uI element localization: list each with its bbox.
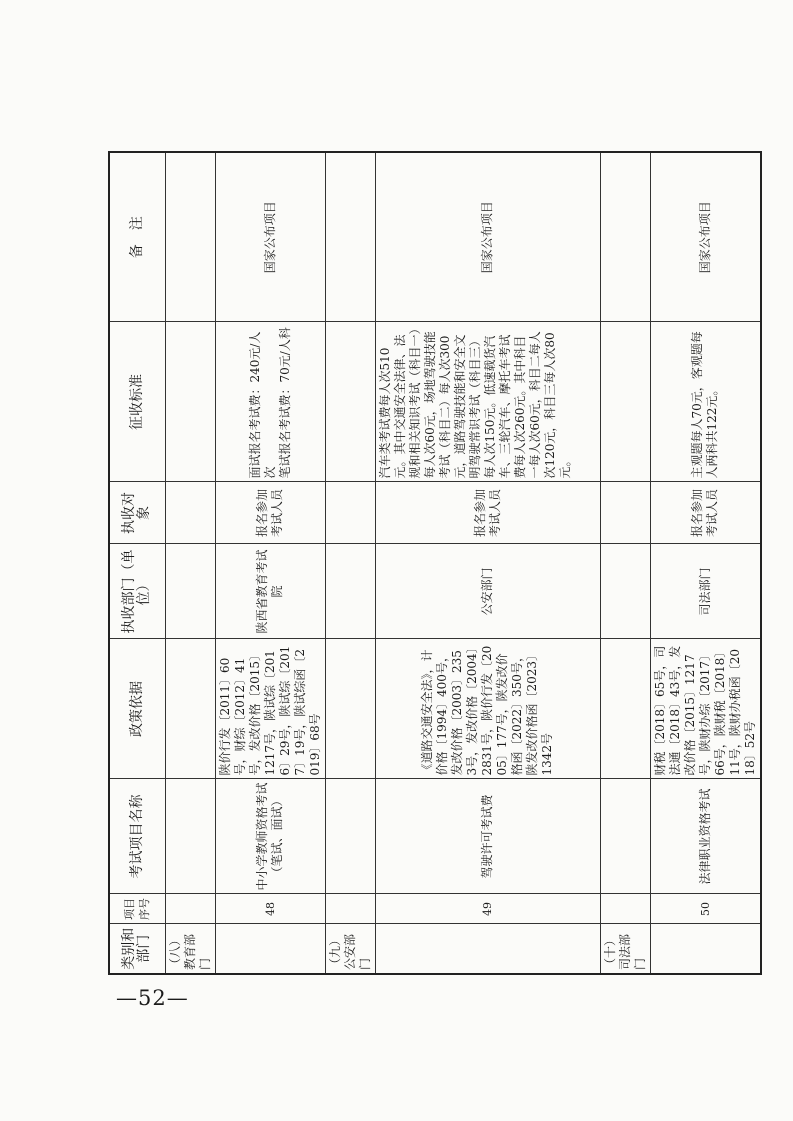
category-row bbox=[600, 152, 650, 974]
exam-name: 中小学教师资格考试（笔试、面试） bbox=[215, 779, 325, 894]
header-item-no: 项目序号 bbox=[109, 894, 165, 924]
category-cell: （十）司法部门 bbox=[600, 924, 650, 974]
rotated-table-container bbox=[108, 153, 757, 975]
payer: 报名参加考试人员 bbox=[215, 482, 325, 544]
table-header-row bbox=[109, 152, 165, 974]
category-cell: （九）公安部门 bbox=[325, 924, 375, 974]
category-row bbox=[325, 152, 375, 974]
fee-standard: 面试报名考试费：240元/人次 笔试报名考试费：70元/人科 bbox=[215, 322, 325, 482]
header-category: 类别和部门 bbox=[109, 924, 165, 974]
remark: 国家公布项目 bbox=[650, 152, 761, 322]
item-no: 49 bbox=[375, 894, 600, 924]
header-remark: 备 注 bbox=[109, 152, 165, 322]
item-no: 48 bbox=[215, 894, 325, 924]
fee-table bbox=[108, 151, 762, 975]
exam-name: 法律职业资格考试 bbox=[650, 779, 761, 894]
payer: 报名参加考试人员 bbox=[375, 482, 600, 544]
table-row bbox=[215, 152, 325, 974]
header-collecting-dept: 执收部门（单位） bbox=[109, 544, 165, 639]
fee-standard: 主观题每人70元，客观题每人两科共122元。 bbox=[650, 322, 761, 482]
table-row bbox=[650, 152, 761, 974]
header-payer: 执收对象 bbox=[109, 482, 165, 544]
header-fee-standard: 征收标准 bbox=[109, 322, 165, 482]
policy-basis: 财税〔2018〕65号，司法通〔2018〕43号，发改价格〔2015〕1217号，陕财办综〔2017〕66号，陕财税〔2018〕11号，陕财办税函〔2018〕52号 bbox=[650, 639, 761, 779]
category-row bbox=[165, 152, 215, 974]
fee-standard: 汽车类考试费每人次510元。其中交通安全法律、法规和相关知识考试（科目一）每人次60元，场地驾驶技能考试（科目二）每人次300元，道路驾驶技能和安全文明驾驶常识考试（科目三）每人次150元。低速载货汽车、三轮汽车、摩托车考试费每人次260元。其中科目一每人次60元，科目二每人次120元，科目三每人次80元。 bbox=[375, 322, 600, 482]
collecting-dept: 司法部门 bbox=[650, 544, 761, 639]
exam-name: 驾驶许可考试费 bbox=[375, 779, 600, 894]
collecting-dept: 陕西省教育考试院 bbox=[215, 544, 325, 639]
table-row bbox=[375, 152, 600, 974]
collecting-dept: 公安部门 bbox=[375, 544, 600, 639]
remark: 国家公布项目 bbox=[375, 152, 600, 322]
policy-basis: 《道路交通安全法》，计价格〔1994〕400号，发改价格〔2003〕2353号，发改价格〔2004〕2831号，陕价行发〔2005〕177号，陕发改价格函〔2022〕350号，陕发改价格函〔2023〕1342号 bbox=[375, 639, 600, 779]
item-no: 50 bbox=[650, 894, 761, 924]
header-exam-name: 考试项目名称 bbox=[109, 779, 165, 894]
remark: 国家公布项目 bbox=[215, 152, 325, 322]
payer: 报名参加考试人员 bbox=[650, 482, 761, 544]
page-number: —52— bbox=[116, 986, 189, 1010]
category-cell: （八）教育部门 bbox=[165, 924, 215, 974]
header-policy-basis: 政策依据 bbox=[109, 639, 165, 779]
policy-basis: 陕价行发〔2011〕60号，财综〔2012〕41号，发改价格〔2015〕1217号，陕试综〔2016〕29号，陕试综〔2017〕19号，陕试综函〔2019〕68号 bbox=[215, 639, 325, 779]
